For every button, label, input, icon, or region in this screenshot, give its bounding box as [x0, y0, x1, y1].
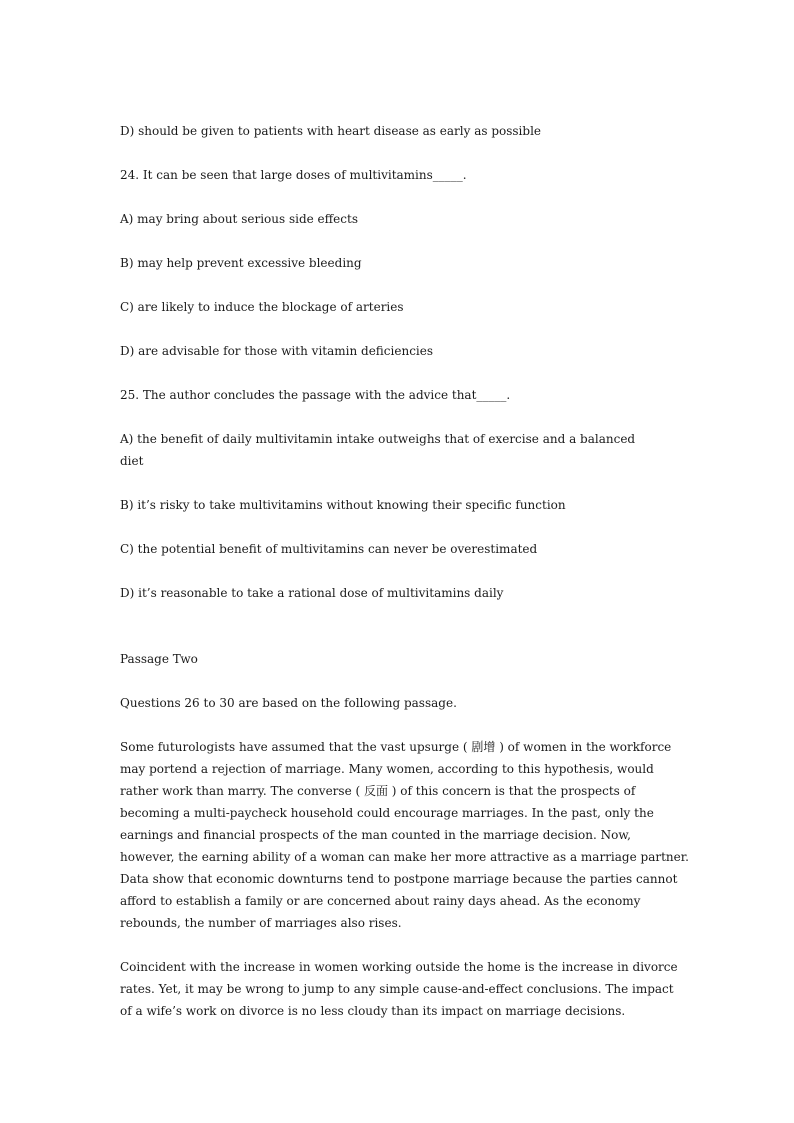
- paragraph-line: of a wife’s work on divorce is no less cloudy than its impact on marriage decisions.: [120, 1004, 626, 1018]
- q23-option-d: D) should be given to patients with heart disease as early as possible: [120, 124, 542, 138]
- paragraph-line: rebounds, the number of marriages also rises.: [120, 916, 402, 930]
- paragraph-line: Some futurologists have assumed that the vast upsurge ( 剧增 ) of women in the workforce: [120, 740, 672, 754]
- q25-option-c: C) the potential benefit of multivitamins can never be overestimated: [120, 542, 538, 556]
- paragraph-line: may portend a rejection of marriage. Many women, according to this hypothesis, would: [120, 762, 654, 776]
- q25-option-d: D) it’s reasonable to take a rational dose of multivitamins daily: [120, 586, 504, 600]
- paragraph-line: becoming a multi-paycheck household could encourage marriages. In the past, only the: [120, 806, 654, 820]
- paragraph-line: earnings and financial prospects of the man counted in the marriage decision. Now,: [120, 828, 631, 842]
- q25-option-a-line2: diet: [120, 454, 144, 468]
- paragraph-line: afford to establish a family or are concerned about rainy days ahead. As the economy: [120, 894, 641, 908]
- paragraph-line: however, the earning ability of a woman can make her more attractive as a marriage partner.: [120, 850, 689, 864]
- passage-heading: Passage Two: [120, 652, 198, 666]
- q24-option-c: C) are likely to induce the blockage of arteries: [120, 300, 404, 314]
- paragraph-line: rather work than marry. The converse ( 反面 ) of this concern is that the prospects of: [120, 784, 636, 798]
- q25-option-b: B) it’s risky to take multivitamins without knowing their specific function: [120, 498, 566, 512]
- paragraph-line: Coincident with the increase in women working outside the home is the increase in divorce: [120, 960, 678, 974]
- passage-instruction: Questions 26 to 30 are based on the following passage.: [120, 696, 457, 710]
- paragraph-line: Data show that economic downturns tend to postpone marriage because the parties cannot: [120, 872, 678, 886]
- passage-paragraph-2: [120, 956, 678, 1022]
- q24-option-d: D) are advisable for those with vitamin deficiencies: [120, 344, 434, 358]
- q25-option-a-line1: A) the benefit of daily multivitamin intake outweighs that of exercise and a balanced: [120, 432, 636, 446]
- paragraph-line: rates. Yet, it may be wrong to jump to any simple cause-and-effect conclusions. The impact: [120, 982, 674, 996]
- q24-option-b: B) may help prevent excessive bleeding: [120, 256, 362, 270]
- q24-stem: 24. It can be seen that large doses of multivitamins_____.: [120, 168, 467, 182]
- passage-paragraph-1: [120, 736, 689, 934]
- q24-option-a: A) may bring about serious side effects: [120, 212, 358, 226]
- q25-stem: 25. The author concludes the passage with the advice that_____.: [120, 388, 511, 402]
